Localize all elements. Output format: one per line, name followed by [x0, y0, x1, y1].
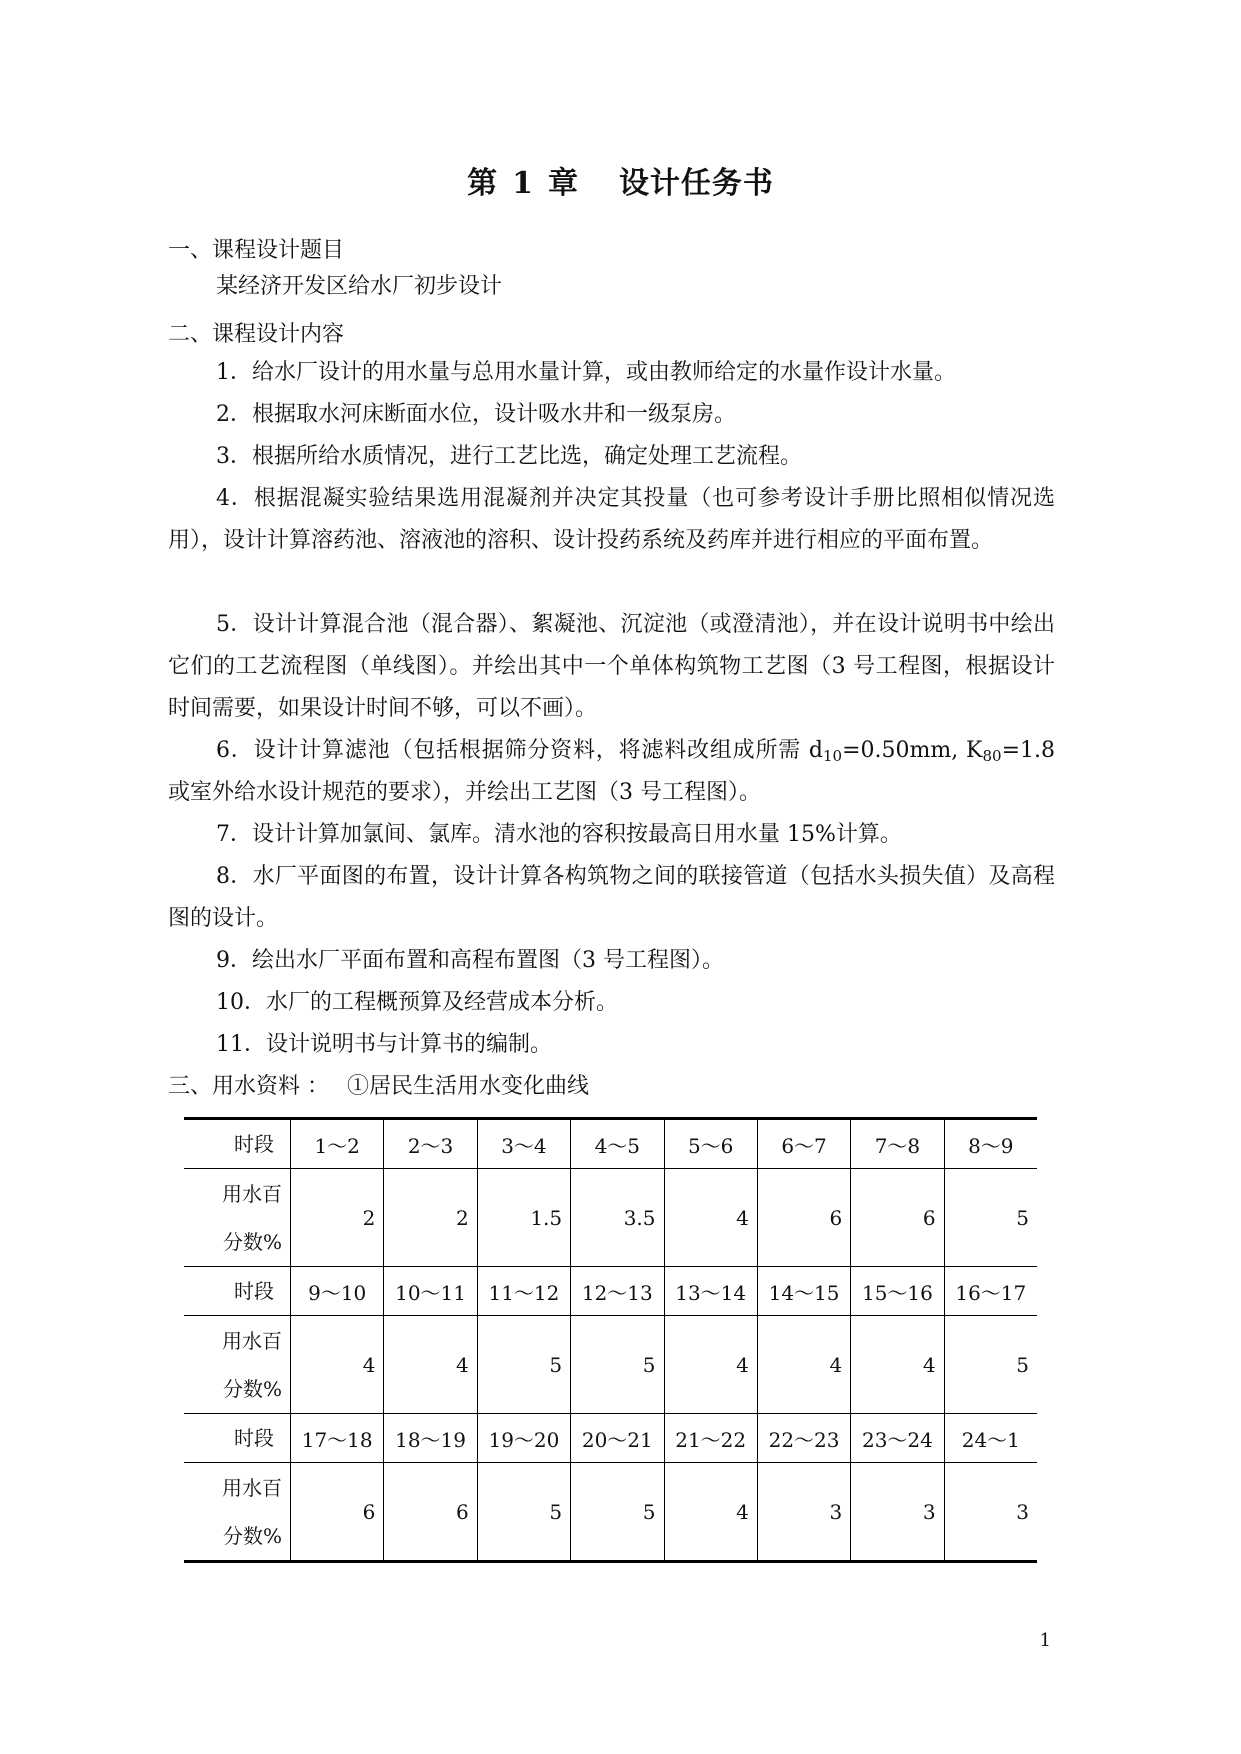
- period-cell: 21～22: [664, 1414, 757, 1463]
- value-cell: 5: [571, 1463, 664, 1562]
- list-item-6: [168, 730, 1055, 814]
- list-item-10: 10．水厂的工程概预算及经营成本分析。: [216, 990, 618, 1015]
- d10-subscript: 10: [823, 747, 843, 765]
- period-cell: 6～7: [757, 1119, 850, 1169]
- period-cell: 1～2: [291, 1119, 384, 1169]
- period-cell: 8～9: [944, 1119, 1037, 1169]
- period-label: 时段: [184, 1267, 291, 1316]
- section-3-subtitle: ①居民生活用水变化曲线: [347, 1074, 590, 1099]
- value-cell: 3: [944, 1463, 1037, 1562]
- period-cell: 14～15: [757, 1267, 850, 1316]
- value-cell: 3: [851, 1463, 944, 1562]
- period-cell: 12～13: [571, 1267, 664, 1316]
- chapter-suffix: 章: [547, 166, 579, 201]
- value-cell: 3.5: [571, 1169, 664, 1267]
- period-cell: 4～5: [571, 1119, 664, 1169]
- period-cell: 13～14: [664, 1267, 757, 1316]
- value-cell: 4: [664, 1169, 757, 1267]
- list-item-6-part-b: =0.50mm, K: [842, 738, 983, 763]
- value-cell: 6: [384, 1463, 477, 1562]
- period-cell: 22～23: [757, 1414, 850, 1463]
- period-cell: 11～12: [477, 1267, 570, 1316]
- value-label-line-1: 用水百: [222, 1181, 282, 1206]
- value-cell: 5: [944, 1169, 1037, 1267]
- list-item-1: 1．给水厂设计的用水量与总用水量计算，或由教师给定的水量作设计水量。: [216, 360, 956, 385]
- value-label: [184, 1316, 291, 1414]
- period-label: 时段: [184, 1414, 291, 1463]
- list-item-5: 5．设计计算混合池（混合器）、絮凝池、沉淀池（或澄清池），并在设计说明书中绘出它们的工艺流程图（单线图）。并绘出其中一个单体构筑物工艺图（3 号工程图，根据设计时间需要，如果设计时间不够，可以不画）。: [168, 612, 1055, 721]
- list-item-7: 7．设计计算加氯间、氯库。清水池的容积按最高日用水量 15%计算。: [216, 822, 902, 847]
- section-3-heading: [168, 1074, 589, 1100]
- period-cell: 2～3: [384, 1119, 477, 1169]
- period-cell: 20～21: [571, 1414, 664, 1463]
- value-label-line-2: 分数%: [222, 1523, 282, 1548]
- table-row-values: [184, 1316, 1037, 1414]
- table-row-periods: [184, 1414, 1037, 1463]
- list-item-2: 2．根据取水河床断面水位，设计吸水井和一级泵房。: [216, 402, 736, 427]
- period-cell: 5～6: [664, 1119, 757, 1169]
- value-cell: 6: [291, 1463, 384, 1562]
- chapter-title-text: 设计任务书: [618, 166, 774, 201]
- value-cell: 4: [384, 1316, 477, 1414]
- value-label-line-1: 用水百: [222, 1475, 282, 1500]
- list-item-11: 11．设计说明书与计算书的编制。: [216, 1032, 552, 1057]
- value-cell: 1.5: [477, 1169, 570, 1267]
- section-1-body: 某经济开发区给水厂初步设计: [216, 274, 503, 299]
- value-cell: 5: [944, 1316, 1037, 1414]
- water-usage-table: [184, 1117, 1037, 1563]
- list-item-6-part-a: 6．设计计算滤池（包括根据筛分资料，将滤料改组成所需 d: [216, 738, 824, 763]
- value-cell: 4: [851, 1316, 944, 1414]
- value-label: [184, 1169, 291, 1267]
- list-item-3: 3．根据所给水质情况，进行工艺比选，确定处理工艺流程。: [216, 444, 802, 469]
- section-1-heading: 一、课程设计题目: [168, 238, 345, 263]
- value-cell: 5: [571, 1316, 664, 1414]
- list-item-6-part-c: =1.8 或室外给水设计规范的要求），并绘出工艺图（3 号工程图）。: [168, 738, 1055, 805]
- table-row-periods: [184, 1119, 1037, 1169]
- period-cell: 7～8: [851, 1119, 944, 1169]
- period-cell: 15～16: [851, 1267, 944, 1316]
- value-cell: 6: [757, 1169, 850, 1267]
- list-item-9: 9．绘出水厂平面布置和高程布置图（3 号工程图）。: [216, 948, 724, 973]
- period-cell: 17～18: [291, 1414, 384, 1463]
- table-row-values: [184, 1169, 1037, 1267]
- value-label-line-1: 用水百: [222, 1328, 282, 1353]
- section-3-title: 三、用水资料 ：: [168, 1074, 329, 1099]
- period-cell: 16～17: [944, 1267, 1037, 1316]
- period-cell: 3～4: [477, 1119, 570, 1169]
- page-number: 1: [1039, 1630, 1051, 1651]
- value-cell: 5: [477, 1463, 570, 1562]
- list-item-8: 8．水厂平面图的布置，设计计算各构筑物之间的联接管道（包括水头损失值）及高程图的设计。: [168, 864, 1055, 931]
- chapter-number: 1: [512, 166, 534, 201]
- value-cell: 5: [477, 1316, 570, 1414]
- value-label-line-2: 分数%: [222, 1376, 282, 1401]
- chapter-prefix: 第: [467, 166, 499, 201]
- list-item-4: 4．根据混凝实验结果选用混凝剂并决定其投量（也可参考设计手册比照相似情况选用），设计计算溶药池、溶液池的溶积、设计投药系统及药库并进行相应的平面布置。: [168, 486, 1055, 553]
- value-cell: 6: [851, 1169, 944, 1267]
- chapter-title: [0, 158, 1241, 202]
- table-row-periods: [184, 1267, 1037, 1316]
- k80-subscript: 80: [982, 747, 1002, 765]
- period-cell: 18～19: [384, 1414, 477, 1463]
- value-label-line-2: 分数%: [222, 1229, 282, 1254]
- period-cell: 10～11: [384, 1267, 477, 1316]
- period-cell: 23～24: [851, 1414, 944, 1463]
- value-cell: 4: [291, 1316, 384, 1414]
- section-2-heading: 二、课程设计内容: [168, 322, 345, 347]
- period-cell: 9～10: [291, 1267, 384, 1316]
- table-row-values: [184, 1463, 1037, 1562]
- period-cell: 19～20: [477, 1414, 570, 1463]
- period-cell: 24～1: [944, 1414, 1037, 1463]
- period-label: 时段: [184, 1119, 291, 1169]
- value-cell: 4: [757, 1316, 850, 1414]
- value-label: [184, 1463, 291, 1562]
- value-cell: 4: [664, 1463, 757, 1562]
- value-cell: 3: [757, 1463, 850, 1562]
- value-cell: 2: [384, 1169, 477, 1267]
- value-cell: 4: [664, 1316, 757, 1414]
- value-cell: 2: [291, 1169, 384, 1267]
